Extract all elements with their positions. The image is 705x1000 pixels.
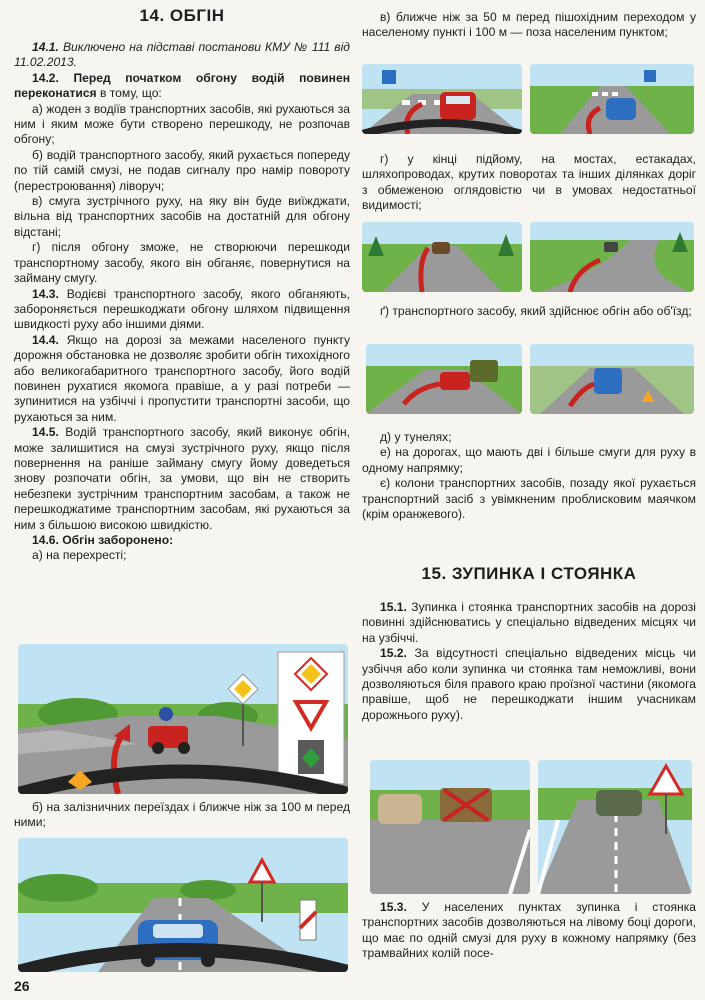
illustration-stopping-right (538, 760, 692, 894)
clause-14-6-g: г) у кінці підйому, на мостах, естакадах, шляхопроводах, крутих поворотах та інших ділянках доріг з обмеженою оглядовістю чи в умовах недостатньої видимості; (362, 152, 696, 213)
illustration-overtaking-vehicle (366, 344, 522, 414)
clause-14-4: 14.4. Якщо на дорозі за межами населеного пункту дорожня обстановка не дозволяє зробити обгін тихохідного або великогабаритного транспортного засобу, його водій повинен рухатися якомога правіше, а у разі потреби — зупинитися на узбіччі і пропустити транспортні засоби, що рухаються за ним. (14, 332, 350, 424)
clause-15-3: 15.3. У населених пунктах зупинка і стоянка транспортних засобів дозволяються на лівому боці дороги, що має по одній смузі для руху в кожному напрямку (без трамвайних колій посе- (362, 900, 696, 961)
clause-14-5: 14.5. Водій транспортного засобу, який виконує обгін, може залишитися на смузі зустрічного руху, якщо після повернення на раніше займану смугу йому доведеться знову розпочати обгін, за умови, що він не створить небезпеки зустрічним транспортним засобам, а також не перешкоджатиме транспортним засобам, які рухаються за ним з більшою високою швидкістю. (14, 425, 350, 532)
section-15-text (362, 600, 696, 723)
clause-14-6-e: е) на дорогах, що мають дві і більше смуги для руху в одному напрямку; (362, 445, 696, 475)
section-15-title: 15. ЗУПИНКА І СТОЯНКА (421, 564, 637, 583)
clause-14-6-g2: ґ) транспортного засобу, який здійснює обгін або об'їзд; (380, 304, 692, 318)
clause-14-6-ye: є) колони транспортних засобів, позаду якої рухається транспортний засіб з увімкненим проблисковим маячком (крім оранжевого). (362, 476, 696, 522)
clause-14-1: 14.1. Виключено на підставі постанови КМУ № 111 від 11.02.2013. (14, 40, 350, 70)
clause-15-2: 15.2. За відсутності спеціально відведених місць чи узбіччя або коли зупинка чи стоянка там неможливі, вони дозволяються біля правого краю проїзної частини (якомога правіше, щоб не перешкоджати іншим учасникам дорожнього руху). (362, 646, 696, 722)
illustration-crosswalk-town (362, 64, 522, 134)
clause-14-3: 14.3. Водієві транспортного засобу, якого обганяють, забороняється перешкоджати обгону шляхом підвищення швидкості руху або іншими діями. (14, 286, 350, 332)
clause-14-6-b: б) на залізничних переїздах і ближче ніж за 100 м перед ними; (14, 800, 350, 830)
clause-14-6-d: д) у тунелях; (380, 430, 452, 444)
clause-14-6-heading: 14.6. Обгін заборонено: (32, 533, 174, 547)
clause-14-6-a: а) на перехресті; (32, 548, 127, 563)
clause-14-2: 14.2. Перед початком обгону водій повинен переконатися в тому, що: (14, 70, 350, 101)
clause-14-2-a: а) жоден з водіїв транспортних засобів, які рухаються за ним і яким може бути створено перешкоду, не розпочав обгону; (14, 101, 350, 147)
section-14-title: 14. ОБГІН (139, 6, 225, 25)
illustration-intersection (18, 644, 348, 794)
clause-14-2-v: в) смуга зустрічного руху, на яку він буде виїжджати, вільна від транспортних засобів на достатній для обгону відстані; (14, 194, 350, 239)
illustration-railway-crossing (18, 838, 348, 972)
clause-14-6-v: в) ближче ніж за 50 м перед пішохідним переходом у населеному пункті і 100 м — поза населеним пунктом; (362, 10, 696, 40)
clause-14-6-rest (362, 430, 696, 522)
illustration-hill-top (362, 222, 522, 292)
clause-15-1: 15.1. Зупинка і стоянка транспортних засобів на дорозі повинні здійснюватись у спеціально відведених місцях чи на узбіччі. (362, 600, 696, 645)
clause-14-2-b: б) водій транспортного засобу, який рухається попереду по тій самій смузі, не подав сигналу про намір повороту (перестроювання) ліворуч; (14, 147, 350, 193)
illustration-detour (530, 344, 694, 414)
clause-14-2-g: г) після обгону зможе, не створюючи перешкоди транспортному засобу, якого він обганяє, повернутися на займану смугу. (14, 240, 350, 286)
illustration-sharp-bend (530, 222, 694, 292)
illustration-stopping-left (370, 760, 530, 894)
section-14-text (14, 40, 350, 564)
illustration-crosswalk-rural (530, 64, 694, 134)
page-number: 26 (14, 978, 30, 994)
